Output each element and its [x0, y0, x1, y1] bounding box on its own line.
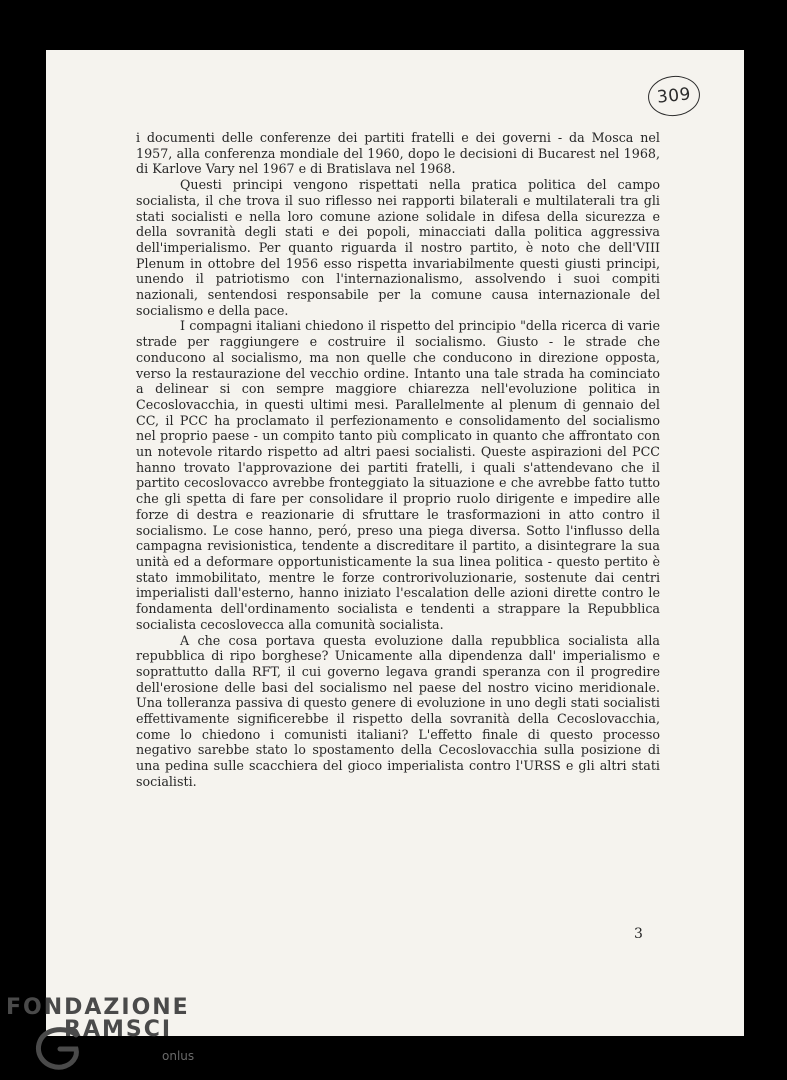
document-body: [136, 130, 660, 790]
paragraph-2: Questi principi vengono rispettati nella pratica politica del campo socialista, il che trova il suo riflesso nei rapporti bilaterali e multilaterali tra gli stati socialisti e nella loro comune azione solidale in difesa della sicurezza e della sovranità degli stati e dei popoli, minacciati dalla politica aggressiva dell'imperialismo. Per quanto riguarda il nostro partito, è noto che dell'VIII Plenum in ottobre del 1956 esso rispetta invariabilmente questi giusti principi, unendo il patriotismo con l'internazionalismo, assolvendo i suoi compiti nazionali, sentendosi responsabile per la comune causa internazionale del socialismo e della pace.: [136, 177, 660, 318]
watermark-line-1: FONDAZIONE: [6, 995, 190, 1020]
watermark-line-3: onlus: [162, 1049, 195, 1063]
document-page: [46, 50, 744, 1036]
page-stamp-number: 309: [656, 84, 692, 108]
foundation-watermark: [6, 995, 206, 1075]
page-stamp: [646, 73, 702, 118]
watermark-line-2: RAMSCI: [64, 1017, 173, 1042]
paragraph-3: I compagni italiani chiedono il rispetto del principio "della ricerca di varie strade per raggiungere e costruire il socialismo. Giusto - le strade che conducono al socialismo, ma non quelle che conducono in direzione opposta, verso la restaurazione del vecchio ordine. Intanto una tale strada ha cominciato a delinear si con sempre maggiore chiarezza nell'evoluzione politica in Cecoslovacchia, in questi ultimi mesi. Parallelmente al plenum di gennaio del CC, il PCC ha proclamato il perfezionamento e consolidamento del socialismo nel proprio paese - un compito tanto più complicato in quanto che affrontato con un notevole ritardo rispetto ad altri paesi socialisti. Queste aspirazioni del PCC hanno trovato l'approvazione dei partiti fratelli, i quali s'attendevano che il partito cecoslovacco avrebbe fronteggiato la situazione e che avrebbe fatto tutto che gli spetta di fare per consolidare il proprio ruolo dirigente e impedire alle forze di destra e reazionarie di sfruttare le trasformazioni in atto contro il socialismo. Le cose hanno, peró, preso una piega diversa. Sotto l'influsso della campagna revisionistica, tendente a discreditare il partito, a disintegrare la sua unità ed a deformare opportunisticamente la sua linea politica - questo pertito è stato immobilitato, mentre le forze controrivoluzionarie, sostenute dai centri imperialisti dall'esterno, hanno iniziato l'escalation delle azioni dirette contro le fondamenta dell'ordinamento socialista e tendenti a strappare la Repubblica socialista cecoslovecca alla comunità socialista.: [136, 318, 660, 632]
paragraph-1: i documenti delle conferenze dei partiti fratelli e dei governi - da Mosca nel 1957, alla conferenza mondiale del 1960, dopo le decisioni di Bucarest nel 1968, di Karlove Vary nel 1967 e di Bratislava nel 1968.: [136, 130, 660, 177]
paragraph-4: A che cosa portava questa evoluzione dalla repubblica socialista alla repubblica di ripo borghese? Unicamente alla dipendenza dall' imperialismo e soprattutto dalla RFT, il cui governo legava grandi speranza con il progredire dell'erosione delle basi del socialismo nel paese del nostro vicino meridionale. Una tolleranza passiva di questo genere di evoluzione in uno degli stati socialisti effettivamente significerebbe il rispetto della sovranità della Cecoslovacchia, come lo chiedono i comunisti italiani? L'effetto finale di questo processo negativo sarebbe stato lo spostamento della Cecoslovacchia sulla posizione di una pedina sulle scacchiera del gioco imperialista contro l'URSS e gli altri stati socialisti.: [136, 632, 660, 789]
page-number: 3: [634, 926, 643, 942]
